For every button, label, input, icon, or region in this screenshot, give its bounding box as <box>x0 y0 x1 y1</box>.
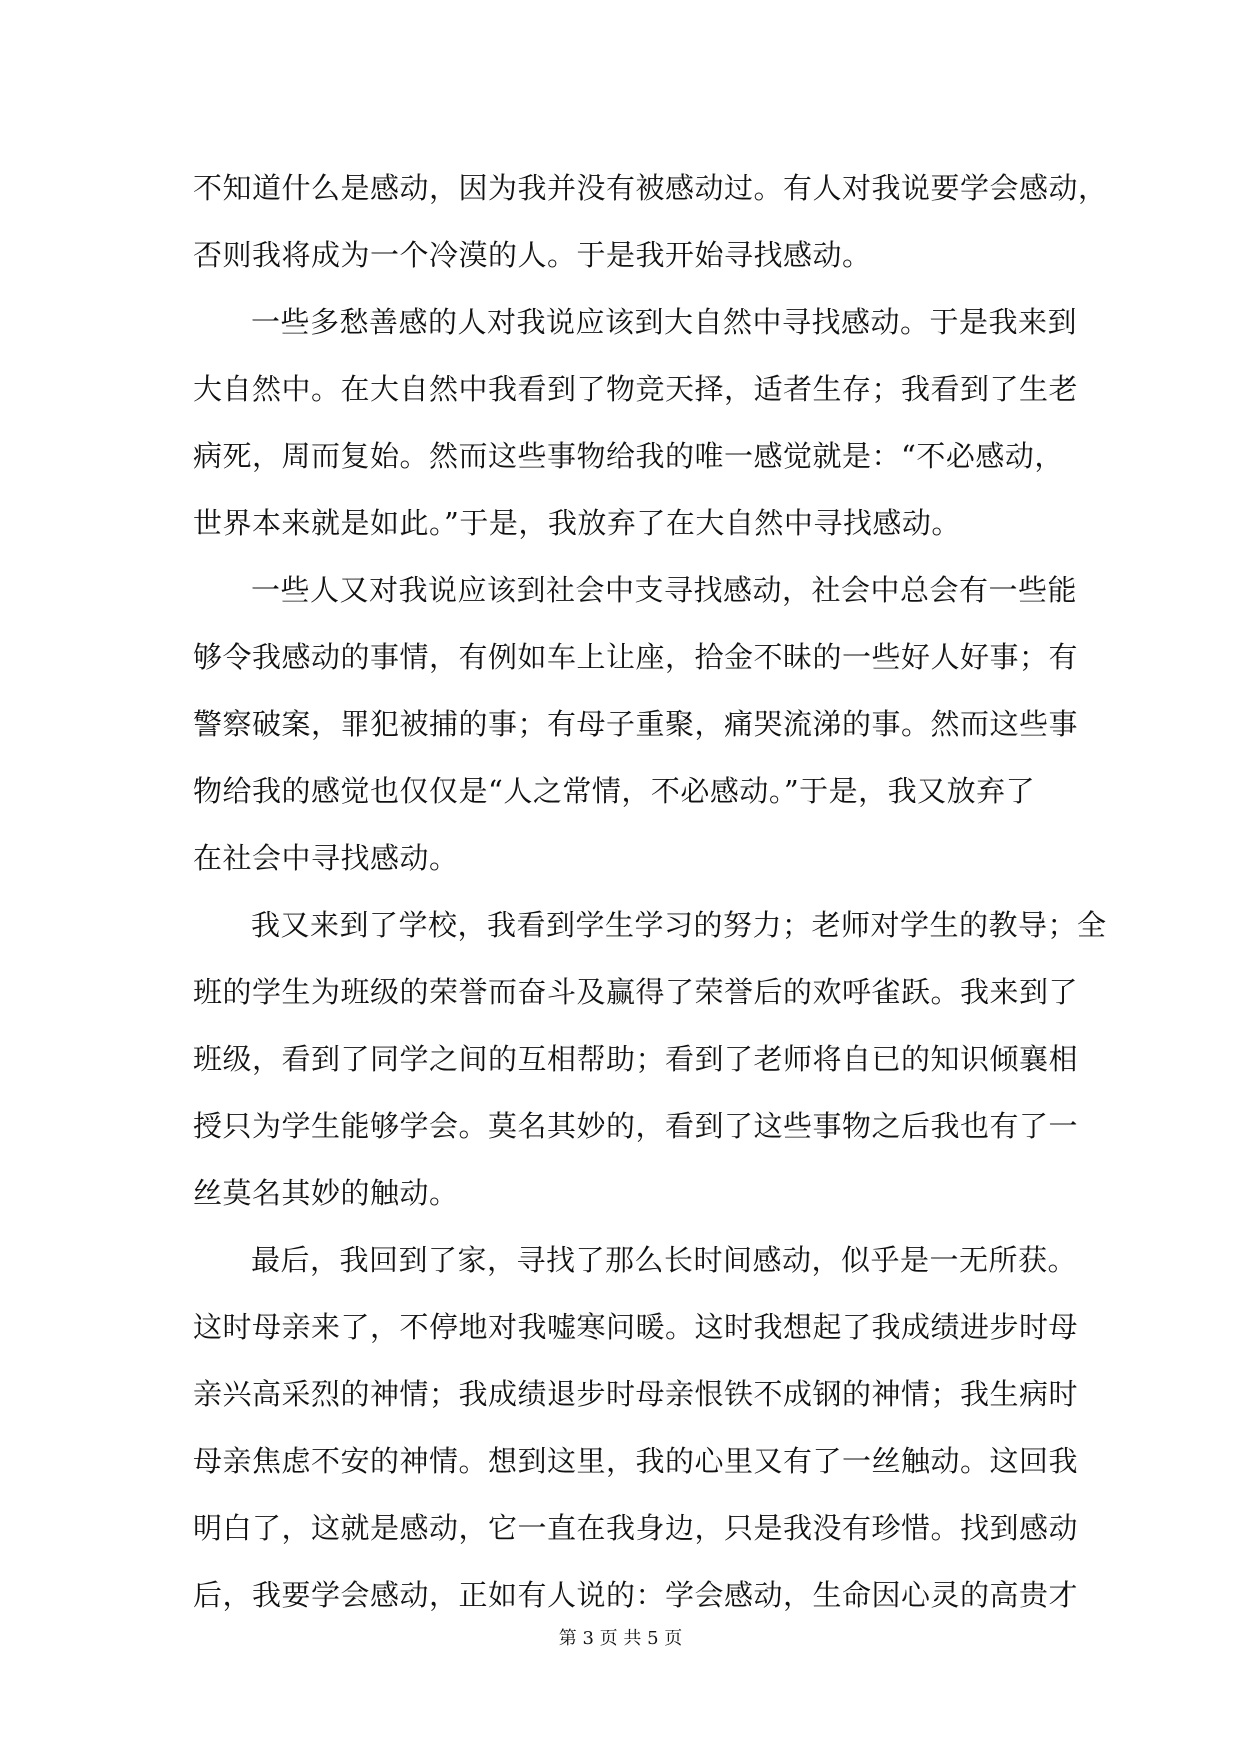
text-line: 亲兴高采烈的神情；我成绩退步时母亲恨铁不成钢的神情；我生病时 <box>193 1377 1079 1411</box>
page-footer: 第 3 页 共 5 页 <box>558 1628 683 1649</box>
text-line: 最后，我回到了家，寻找了那么长时间感动，似乎是一无所获。 <box>251 1243 1078 1277</box>
text-line: 明白了，这就是感动，它一直在我身边，只是我没有珍惜。找到感动 <box>193 1511 1079 1545</box>
text-line: 一些人又对我说应该到社会中支寻找感动，社会中总会有一些能 <box>251 573 1078 607</box>
text-line: 物给我的感觉也仅仅是“人之常情，不必感动。”于是，我又放弃了 <box>193 774 1036 808</box>
text-line: 丝莫名其妙的触动。 <box>193 1176 459 1210</box>
text-line: 后，我要学会感动，正如有人说的：学会感动，生命因心灵的高贵才 <box>193 1578 1079 1612</box>
paragraph <box>193 1227 1079 1629</box>
text-line: 否则我将成为一个冷漠的人。于是我开始寻找感动。 <box>193 238 872 272</box>
text-line: 班级，看到了同学之间的互相帮助；看到了老师将自已的知识倾襄相 <box>193 1042 1079 1076</box>
text-line: 病死，周而复始。然而这些事物给我的唯一感觉就是：“不必感动， <box>193 439 1064 473</box>
document-body <box>193 155 1108 1629</box>
text-line: 这时母亲来了，不停地对我嘘寒问暖。这时我想起了我成绩进步时母 <box>193 1310 1079 1344</box>
text-line: 不知道什么是感动，因为我并没有被感动过。有人对我说要学会感动， <box>193 171 1108 205</box>
paragraph <box>193 289 1079 557</box>
paragraph <box>193 892 1107 1227</box>
paragraph <box>193 557 1079 892</box>
text-line: 授只为学生能够学会。莫名其妙的，看到了这些事物之后我也有了一 <box>193 1109 1079 1143</box>
text-line: 一些多愁善感的人对我说应该到大自然中寻找感动。于是我来到 <box>251 305 1078 339</box>
text-line: 在社会中寻找感动。 <box>193 841 459 875</box>
paragraph <box>193 155 1108 289</box>
text-line: 班的学生为班级的荣誉而奋斗及赢得了荣誉后的欢呼雀跃。我来到了 <box>193 975 1079 1009</box>
text-line: 够令我感动的事情，有例如车上让座，拾金不昧的一些好人好事；有 <box>193 640 1079 674</box>
text-line: 大自然中。在大自然中我看到了物竞天择，适者生存；我看到了生老 <box>193 372 1079 406</box>
text-line: 警察破案，罪犯被捕的事；有母子重聚，痛哭流涕的事。然而这些事 <box>193 707 1079 741</box>
text-line: 我又来到了学校，我看到学生学习的努力；老师对学生的教导；全 <box>251 908 1107 942</box>
text-line: 母亲焦虑不安的神情。想到这里，我的心里又有了一丝触动。这回我 <box>193 1444 1079 1478</box>
text-line: 世界本来就是如此。”于是，我放弃了在大自然中寻找感动。 <box>193 506 961 540</box>
